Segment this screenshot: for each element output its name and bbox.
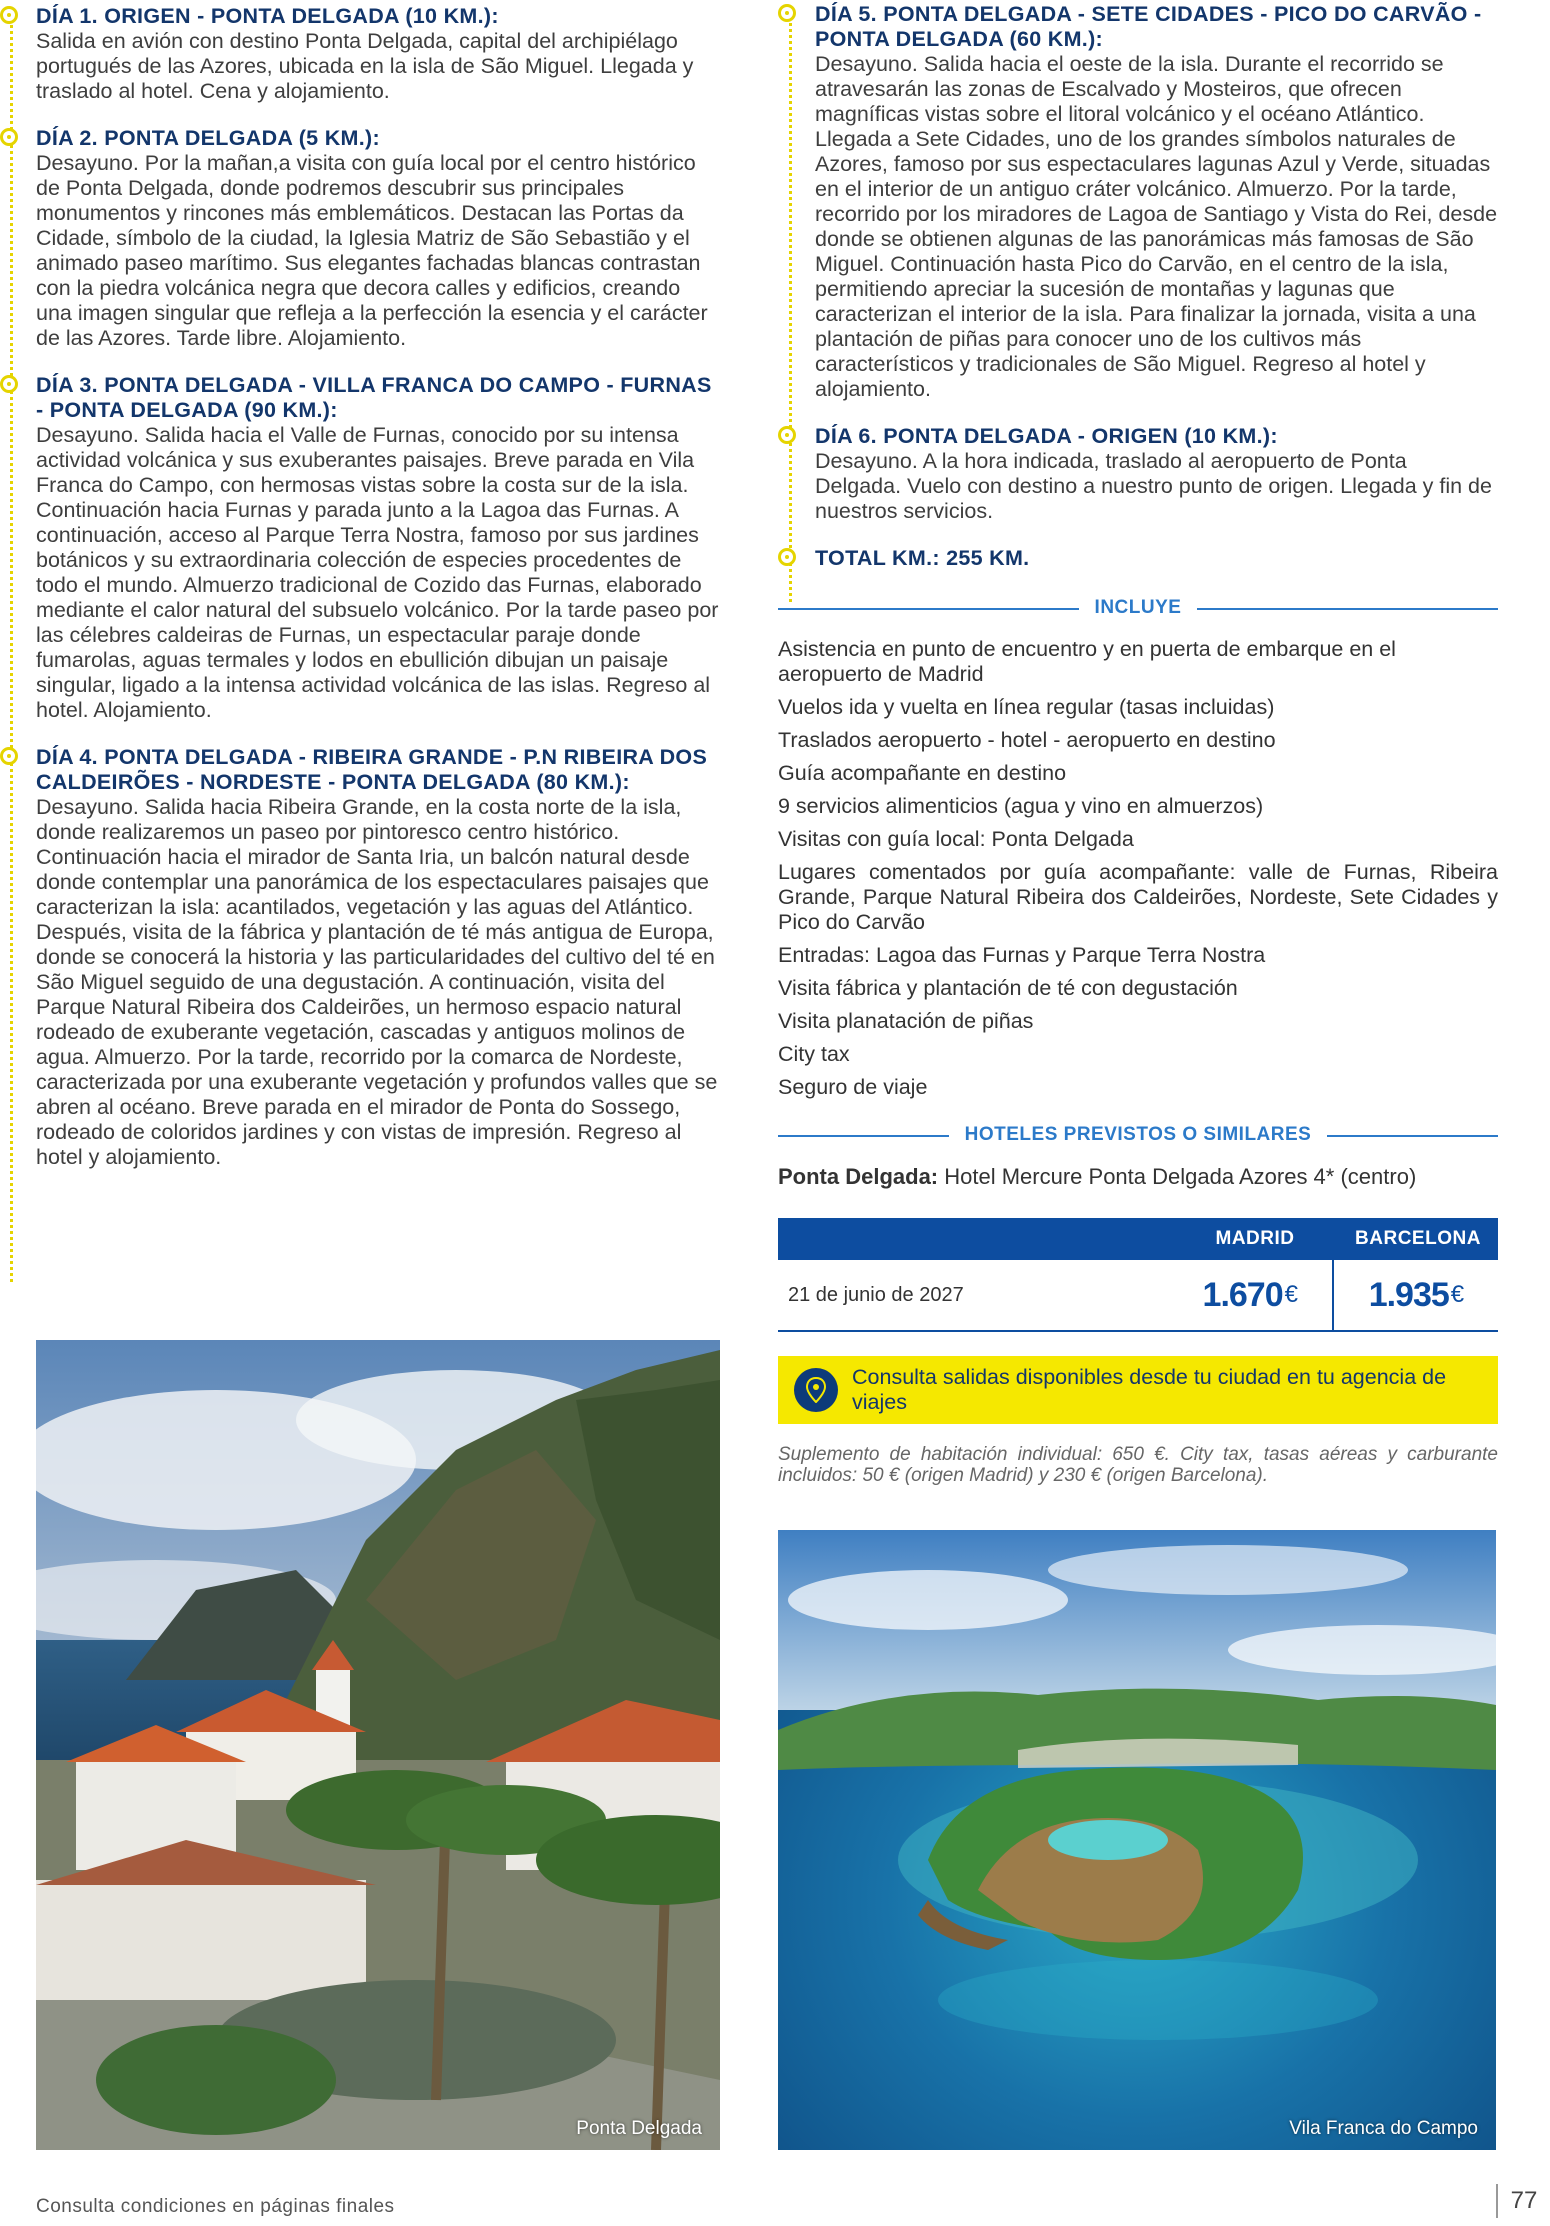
footer-conditions: Consulta condiciones en páginas finales (36, 2196, 395, 2217)
day-1 (8, 4, 720, 104)
incluye-item: 9 servicios alimenticios (agua y vino en almuerzos) (778, 794, 1264, 818)
day-text: Desayuno. Salida hacia el Valle de Furnas, conocido por su intensa actividad volcánica y sus exuberantes paisajes. Breve parada en Vila Franca do Campo, con hermosas vistas sobre la costa sur de la isla. Continuación hacia Furnas y parada junto a la Lagoa das Furnas. A continuación, acceso al Parque Terra Nostra, famoso por sus jardines botánicos y su extraordinaria colección de especies procedentes de todo el mundo. Almuerzo tradicional de Cozido das Furnas, elaborado mediante el calor natural del subsuelo volcánico. Por la tarde paseo por las célebres caldeiras de Furnas, un espectacular paraje donde fumarolas, aguas termales y lodos en ebullición dibujan un paisaje singular, ligado a la intensa actividad volcánica de las islas. Regreso al hotel. Alojamiento. (36, 423, 719, 722)
incluye-item: Seguro de viaje (778, 1075, 928, 1099)
price-table (778, 1218, 1498, 1332)
day-text: Desayuno. Salida hacia el oeste de la isla. Durante el recorrido se atravesarán las zonas de Escalvado y Mosteiros, que ofrecen magníficas vistas sobre el litoral volcánico y el océano Atlántico. Llegada a Sete Cidades, uno de los grandes símbolos naturales de Azores, famoso por sus espectaculares lagunas Azul y Verde, situadas en el interior de un antiguo cráter volcánico. Almuerzo. Por la tarde, recorrido por los miradores de Lagoa de Santiago y Vista do Rei, desde donde se obtienen algunas de las panorámicas más famosas de São Miguel. Continuación hasta Pico do Carvão, en el centro de la isla, permitiendo apreciar la sucesión de montañas y lagunas que caracterizan el interior de la isla. Para finalizar la jornada, visita a una plantación de piñas para conocer uno de los cultivos más característicos y tradicionales de São Miguel. Regreso al hotel y alojamiento. (815, 52, 1498, 401)
location-pin-icon (794, 1368, 838, 1412)
currency-symbol: € (1450, 1281, 1464, 1308)
total-km (778, 546, 1498, 571)
right-column (778, 0, 1498, 1486)
bullet-icon (0, 128, 18, 146)
day-text: Desayuno. Salida hacia Ribeira Grande, en la costa norte de la isla, donde realizaremos un paseo por pintoresco centro histórico. Continuación hacia el mirador de Santa Iria, un balcón natural desde donde contemplar una panorámica de los espectaculares paisajes que caracterizan la isla: acantilados, vegetación y las aguas del Atlántico. Después, visita de la fábrica y plantación de té más antigua de Europa, donde se conocerá la historia y las particularidades del cultivo del té en São Miguel seguido de una degustación. A continuación, visita del Parque Natural Ribeira dos Caldeirões, un hermoso espacio natural rodeado de exuberante vegetación, cascadas y antiguos molinos de agua. Almuerzo. Por la tarde, recorrido por la comarca de Nordeste, caracterizada por una exuberante vegetación y profundos valles que se abren al océano. Breve parada en el mirador de Ponta do Sossego, rodeado de coloridos jardines y con vistas de impresión. Regreso al hotel y alojamiento. (36, 795, 718, 1169)
photo-caption: Ponta Delgada (576, 2118, 702, 2139)
incluye-item: Visitas con guía local: Ponta Delgada (778, 827, 1134, 851)
bullet-icon (0, 375, 18, 393)
day-title: DÍA 2. PONTA DELGADA (5 KM.): (36, 126, 380, 150)
price-col-madrid: MADRID (1215, 1228, 1295, 1249)
bullet-icon (778, 548, 796, 566)
incluye-item: Lugares comentados por guía acompañante: valle de Furnas, Ribeira Grande, Parque Natural Ribeira dos Caldeirões, Nordeste, Sete Cidades y Pico do Carvão (778, 860, 1498, 934)
incluye-list (778, 637, 1498, 1100)
day-title: DÍA 3. PONTA DELGADA - VILLA FRANCA DO CAMPO - FURNAS - PONTA DELGADA (90 KM.): (36, 373, 712, 422)
hoteles-heading (778, 1124, 1498, 1146)
incluye-item: Traslados aeropuerto - hotel - aeropuerto en destino (778, 728, 1276, 752)
photo-vila-franca (778, 1530, 1496, 2150)
day-5 (778, 2, 1498, 402)
currency-symbol: € (1284, 1281, 1297, 1308)
bullet-icon (778, 426, 796, 444)
page-number: 77 (1496, 2184, 1550, 2218)
price-madrid-value: 1.670 (1202, 1275, 1283, 1314)
incluye-item: City tax (778, 1042, 850, 1066)
price-barcelona-value: 1.935 (1368, 1275, 1449, 1314)
hoteles-heading-text: HOTELES PREVISTOS O SIMILARES (949, 1124, 1328, 1145)
hotel-city: Ponta Delgada: (778, 1164, 939, 1189)
incluye-heading (778, 597, 1498, 619)
incluye-item: Visita fábrica y plantación de té con degustación (778, 976, 1238, 1000)
day-6 (778, 424, 1498, 524)
price-date: 21 de junio de 2027 (788, 1283, 964, 1306)
incluye-item: Asistencia en punto de encuentro y en puerta de embarque en el aeropuerto de Madrid (778, 637, 1396, 686)
agency-notice-text: Consulta salidas disponibles desde tu ciudad en tu agencia de viajes (852, 1365, 1447, 1414)
photo-ponta-delgada (36, 1340, 720, 2150)
day-title: DÍA 1. ORIGEN - PONTA DELGADA (10 KM.): (36, 4, 499, 28)
day-3 (8, 373, 720, 723)
bullet-icon (0, 6, 18, 24)
hotel-name: Hotel Mercure Ponta Delgada Azores 4* (centro) (938, 1164, 1417, 1189)
bullet-icon (778, 4, 796, 22)
supplement-note: Suplemento de habitación individual: 650 €. City tax, tasas aéreas y carburante incluidos: 50 € (origen Madrid) y 230 € (origen Barcelona). (778, 1444, 1498, 1486)
price-barcelona (1332, 1260, 1498, 1330)
day-4 (8, 745, 720, 1170)
hotel-line (778, 1164, 1498, 1190)
incluye-item: Entradas: Lagoa das Furnas y Parque Terra Nostra (778, 943, 1266, 967)
day-title: DÍA 4. PONTA DELGADA - RIBEIRA GRANDE - P.N RIBEIRA DOS CALDEIRÕES - NORDESTE - PONTA DELGADA (80 KM.): (36, 745, 708, 794)
incluye-item: Visita planatación de piñas (778, 1009, 1034, 1033)
incluye-item: Guía acompañante en destino (778, 761, 1067, 785)
day-2 (8, 126, 720, 351)
total-km-label: TOTAL KM.: 255 KM. (815, 546, 1030, 570)
left-column (8, 0, 720, 1192)
day-text: Desayuno. A la hora indicada, traslado al aeropuerto de Ponta Delgada. Vuelo con destino a nuestro punto de origen. Llegada y fin de nuestros servicios. (815, 449, 1492, 523)
price-row (778, 1260, 1498, 1332)
price-table-header (778, 1218, 1498, 1260)
agency-notice (778, 1356, 1498, 1424)
incluye-heading-text: INCLUYE (1079, 597, 1198, 618)
day-title: DÍA 5. PONTA DELGADA - SETE CIDADES - PICO DO CARVÃO - PONTA DELGADA (60 KM.): (815, 2, 1482, 51)
bullet-icon (0, 747, 18, 765)
photo-caption: Vila Franca do Campo (1289, 2118, 1478, 2139)
price-col-barcelona: BARCELONA (1355, 1228, 1481, 1249)
day-text: Salida en avión con destino Ponta Delgada, capital del archipiélago portugués de las Azores, ubicada en la isla de São Miguel. Llegada y traslado al hotel. Cena y alojamiento. (36, 29, 694, 103)
day-text: Desayuno. Por la mañan,a visita con guía local por el centro histórico de Ponta Delgada, donde podremos descubrir sus principales monumentos y rincones más emblemáticos. Destacan las Portas da Cidade, símbolo de la ciudad, la Iglesia Matriz de São Sebastião y el animado paseo marítimo. Sus elegantes fachadas blancas contrastan con la piedra volcánica negra que decora calles y edificios, creando una imagen singular que refleja a la perfección la esencia y el carácter de las Azores. Tarde libre. Alojamiento. (36, 151, 708, 350)
incluye-item: Vuelos ida y vuelta en línea regular (tasas incluidas) (778, 695, 1275, 719)
day-title: DÍA 6. PONTA DELGADA - ORIGEN (10 KM.): (815, 424, 1278, 448)
price-madrid (1168, 1260, 1332, 1330)
